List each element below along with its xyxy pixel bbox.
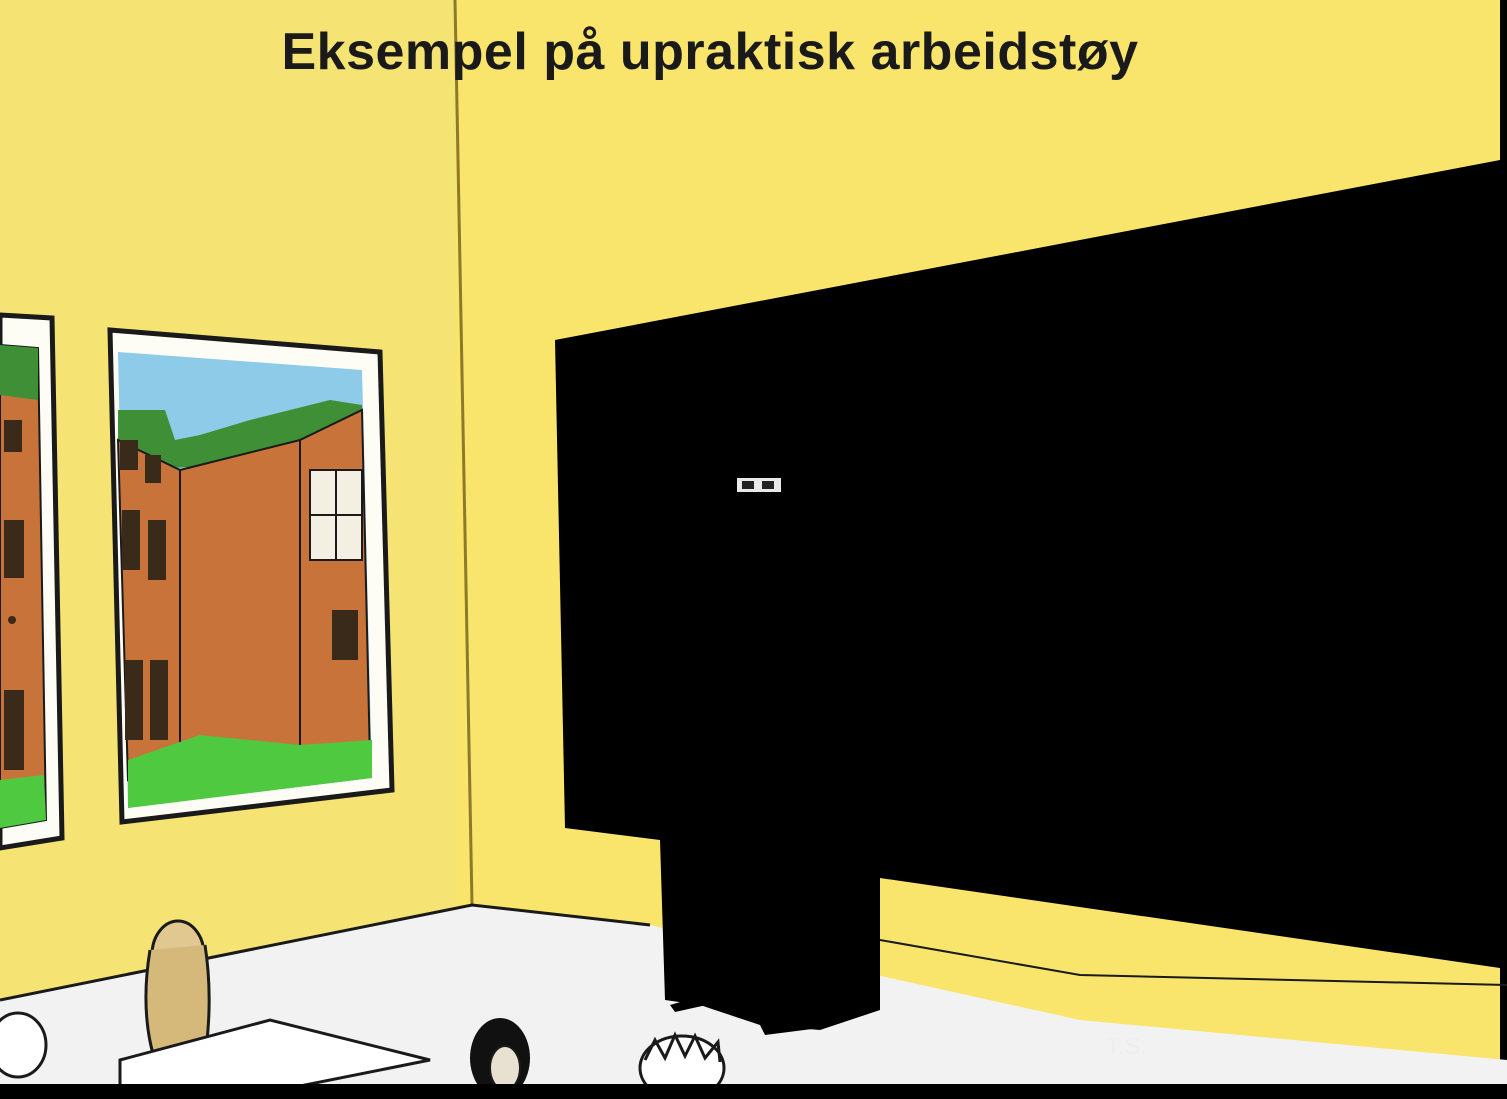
student-left-head bbox=[0, 1013, 46, 1077]
artist-signature: T.S. bbox=[1106, 1033, 1148, 1060]
bottom-border bbox=[0, 1084, 1507, 1099]
right-edge-strip bbox=[1500, 0, 1507, 1099]
window-main bbox=[110, 330, 392, 822]
cartoon-caption: Eksempel på upraktisk arbeidstøy bbox=[281, 23, 1139, 81]
window-left bbox=[0, 315, 62, 848]
